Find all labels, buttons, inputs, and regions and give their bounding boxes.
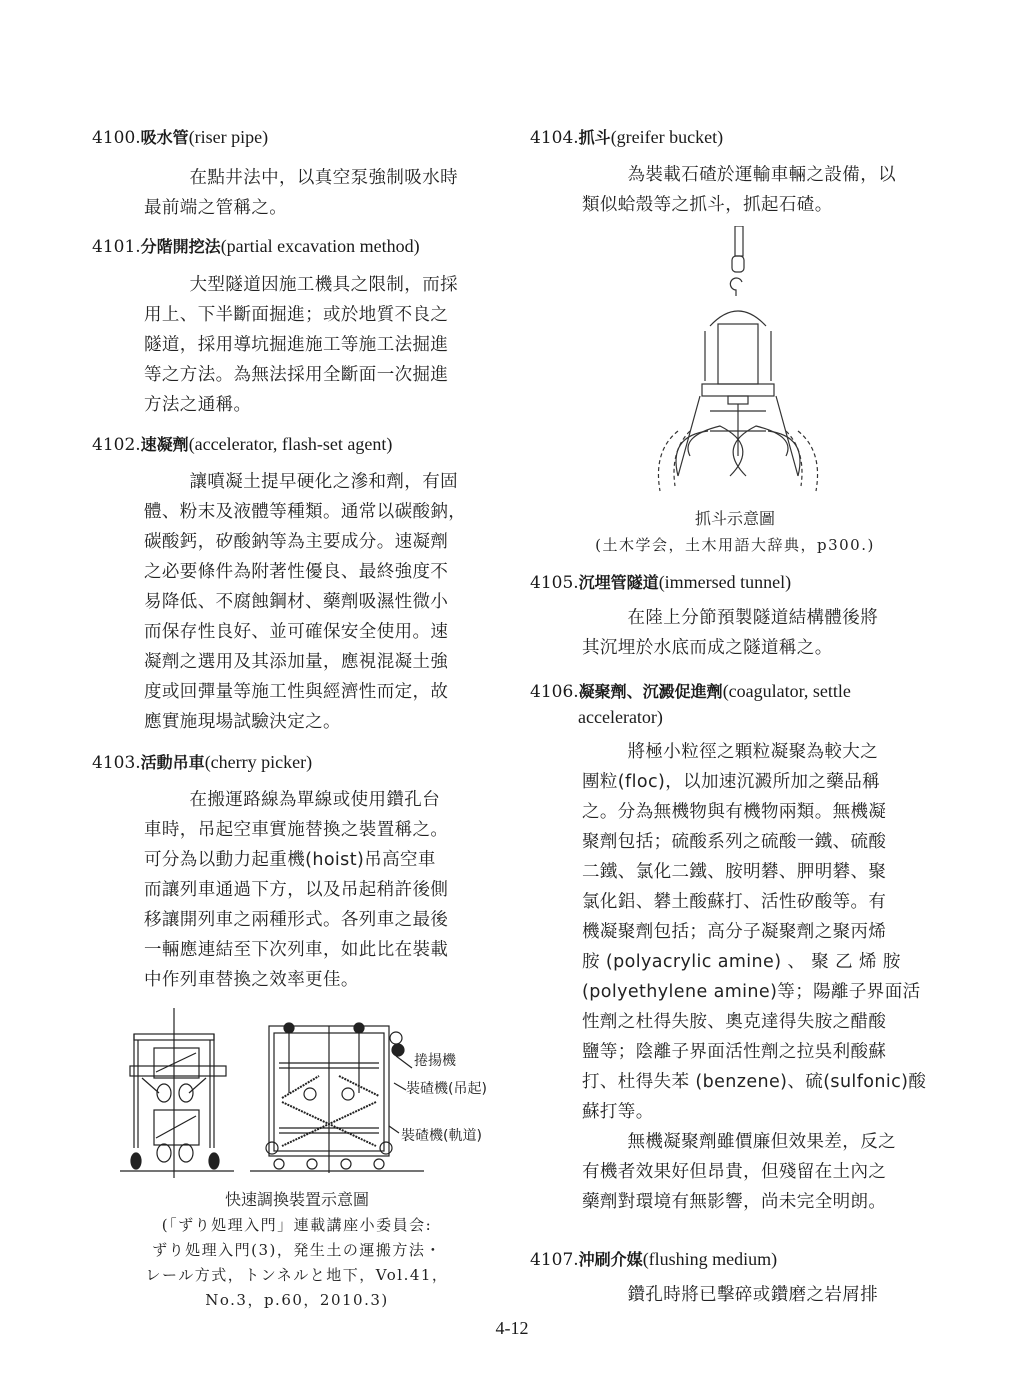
term-en: (greifer bucket) (610, 127, 724, 147)
figure-citation-bucket: (土木学会，土木用語大辞典，p300.) (595, 536, 875, 554)
body-line: 蘇打等。 (582, 1102, 654, 1122)
body-line: 體、粉末及液體等種類。通常以碳酸鈉， (144, 502, 467, 522)
entry-number: 4101. (92, 237, 141, 257)
term-zh: 速凝劑 (140, 435, 189, 454)
term-zh: 抓斗 (578, 128, 611, 147)
entry-heading-4107 (530, 1248, 777, 1271)
citation-line: ずり処理入門(3)，発生土の運搬方法・ (152, 1241, 442, 1259)
entry-heading-4101 (92, 235, 420, 258)
body-line: 應實施現場試驗決定之。 (144, 712, 341, 732)
body-line: 聚劑包括；硫酸系列之硫酸一鐵、硫酸 (582, 832, 887, 852)
body-line: 在點井法中，以真空泵強制吸水時 (189, 168, 458, 188)
page-number: 4-12 (495, 1318, 529, 1338)
term-en: (accelerator, flash-set agent) (188, 434, 393, 454)
body-line: 而保存性良好、並可確保安全使用。速 (144, 622, 449, 642)
body-line: 易降低、不腐蝕鋼材、藥劑吸濕性微小 (144, 592, 449, 612)
body-line: 一輛應連結至下次列車，如此比在裝載 (144, 940, 449, 960)
entry-heading-4106 (530, 680, 851, 703)
body-line: 團粒(floc)，以加速沉澱所加之藥品稱 (582, 772, 881, 792)
term-zh: 分階開挖法 (140, 237, 221, 256)
body-line: 將極小粒徑之顆粒凝聚為較大之 (627, 742, 879, 762)
figure-citation-changer (92, 1213, 502, 1313)
body-line: 車時，吊起空車實施替換之裝置稱之。 (144, 820, 449, 840)
body-line: 藥劑對環境有無影響，尚未完全明朗。 (582, 1192, 887, 1212)
entry-body-4101 (144, 270, 494, 420)
body-line: 之必要條件為附著性優良、最終強度不 (144, 562, 449, 582)
citation-line: レール方式，トンネルと地下，Vol.41， (145, 1266, 449, 1284)
entry-heading-4102 (92, 433, 392, 456)
body-line: 用上、下半斷面掘進；或於地質不良之 (144, 305, 449, 325)
body-line: 移讓開列車之兩種形式。各列車之最後 (144, 910, 449, 930)
term-en-continued: accelerator) (578, 707, 663, 727)
body-line: 而讓列車通過下方，以及吊起稍許後側 (144, 880, 449, 900)
body-line: 鹽等；陰離子界面活性劑之拉吳利酸蘇 (582, 1042, 887, 1062)
body-line: 其沉埋於水底而成之隧道稱之。 (582, 638, 833, 658)
body-line: 無機凝聚劑雖價廉但效果差，反之 (627, 1132, 896, 1152)
entry-heading-4106-cont (578, 706, 663, 729)
term-en: (riser pipe) (188, 127, 269, 147)
entry-body-4107 (582, 1280, 932, 1310)
term-en: (cherry picker) (204, 752, 313, 772)
body-line: 胺 (polyacrylic amine) 、 聚 乙 烯 胺 (582, 952, 901, 972)
body-line: 碳酸鈣，矽酸鈉等為主要成分。速凝劑 (144, 532, 449, 552)
cherry-picker-front-view (120, 1008, 234, 1178)
citation-line: (「ずり処理入門」連載講座小委員会: (161, 1216, 433, 1234)
body-line: 可分為以動力起重機(hoist)吊高空車 (144, 850, 436, 870)
body-line: 鑽孔時將已擊碎或鑽磨之岩屑排 (627, 1285, 879, 1305)
entry-number: 4105. (530, 573, 579, 593)
term-zh: 吸水管 (140, 128, 189, 147)
figure-caption-changer: 快速調換裝置示意圖 (224, 1190, 369, 1209)
body-line: 等之方法。為無法採用全斷面一次掘進 (144, 365, 449, 385)
term-en: (partial excavation method) (220, 236, 420, 256)
body-line: 之。分為無機物與有機物兩類。無機凝 (582, 802, 887, 822)
entry-heading-4100 (92, 126, 268, 149)
term-en: (immersed tunnel) (658, 572, 792, 592)
citation-line: No.3，p.60，2010.3) (205, 1291, 389, 1309)
body-line: 性劑之杜得失胺、奧克達得失胺之醋酸 (582, 1012, 887, 1032)
term-zh: 沖刷介媒 (578, 1250, 643, 1269)
label-loader-track: 裝碴機(軌道) (401, 1128, 482, 1144)
body-line: 二鐵、氯化二鐵、胺明礬、胛明礬、聚 (582, 862, 887, 882)
body-line: 度或回彈量等施工性與經濟性而定，故 (144, 682, 449, 702)
entry-body-4100 (144, 163, 494, 223)
label-loader-lifted: 裝碴機(吊起) (406, 1081, 487, 1097)
term-en: (coagulator, settle (722, 681, 851, 701)
figure-caption-bucket: 抓斗示意圖 (694, 509, 775, 528)
body-line: 凝劑之選用及其添加量，應視混凝土強 (144, 652, 449, 672)
body-line: 機凝聚劑包括；高分子凝聚劑之聚丙烯 (582, 922, 887, 942)
entry-body-4106 (582, 737, 932, 1217)
body-line: 為裝載石碴於運輸車輛之設備，以 (627, 165, 896, 185)
entry-number: 4104. (530, 128, 579, 148)
body-line: 大型隧道因施工機具之限制，而採 (189, 275, 458, 295)
term-en: (flushing medium) (642, 1249, 778, 1269)
term-zh: 凝聚劑、沉澱促進劑 (578, 682, 723, 701)
label-hoist: 捲揚機 (414, 1053, 456, 1069)
entry-number: 4106. (530, 682, 579, 702)
body-line: (polyethylene amine)等；陽離子界面活 (582, 982, 921, 1002)
entry-number: 4102. (92, 435, 141, 455)
body-line: 隧道，採用導坑掘進施工等施工法掘進 (144, 335, 449, 355)
entry-body-4104 (582, 160, 932, 220)
body-line: 中作列車替換之效率更佳。 (144, 970, 359, 990)
entry-heading-4103 (92, 751, 312, 774)
entry-body-4103 (144, 785, 494, 995)
body-line: 讓噴凝土提早硬化之滲和劑，有固 (189, 472, 458, 492)
body-line: 打、杜得失苯 (benzene)、硫(sulfonic)酸 (582, 1072, 927, 1092)
entry-body-4102 (144, 467, 494, 737)
body-line: 最前端之管稱之。 (144, 198, 288, 218)
entry-heading-4105 (530, 571, 791, 594)
body-line: 類似蛤殼等之抓斗，抓起石碴。 (582, 195, 833, 215)
entry-heading-4104 (530, 126, 723, 149)
term-zh: 活動吊車 (140, 753, 205, 772)
term-zh: 沉埋管隧道 (578, 573, 659, 592)
entry-body-4105 (582, 603, 932, 663)
cherry-picker-side-view (250, 1023, 424, 1173)
entry-number: 4100. (92, 128, 141, 148)
body-line: 方法之通稱。 (144, 395, 252, 415)
grab-bucket-diagram (650, 226, 820, 496)
entry-number: 4107. (530, 1250, 579, 1270)
body-line: 氯化鋁、礬土酸蘇打、活性矽酸等。有 (582, 892, 887, 912)
body-line: 在陸上分節預製隧道結構體後將 (627, 608, 879, 628)
entry-number: 4103. (92, 753, 141, 773)
body-line: 在搬運路線為單線或使用鑽孔台 (189, 790, 441, 810)
body-line: 有機者效果好但昂貴，但殘留在土內之 (582, 1162, 887, 1182)
quick-changer-diagram (114, 998, 504, 1178)
